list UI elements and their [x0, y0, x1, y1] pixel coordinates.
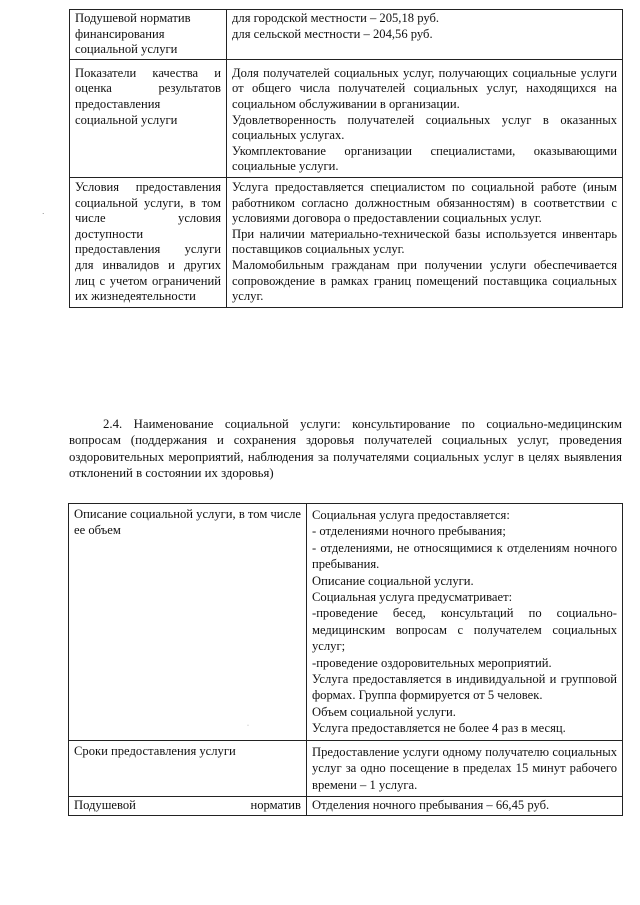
row-label-cell: [70, 10, 227, 60]
table-row: [69, 740, 623, 796]
value-line: Маломобильным гражданам при получении услуги обеспечивается сопровождение в рамках границ помещений поставщика социальных услуг.: [232, 257, 617, 304]
table-row: [69, 796, 623, 815]
value-line: -проведение оздоровительных мероприятий.: [312, 655, 552, 670]
row-value-cell: [307, 504, 623, 741]
table-row: [69, 504, 623, 741]
table-row: [70, 177, 623, 307]
section-heading: [69, 416, 622, 482]
value-line: Социальная услуга предоставляется:: [312, 508, 510, 522]
scan-mark: ·: [42, 210, 45, 218]
value-line: Описание социальной услуги.: [312, 573, 474, 588]
value-line: Объем социальной услуги.: [312, 704, 456, 719]
value-line: Социальная услуга предусматривает:: [312, 590, 513, 605]
value-line: Удовлетворенность получателей социальных услуг в оказанных социальных услугах.: [232, 112, 617, 143]
value-line: Доля получателей социальных услуг, получающих социальные услуги от общего числа получателей социальных услуг, находящихся на социальном обслуживании в организации.: [232, 65, 617, 111]
row-value-cell: [307, 740, 623, 796]
scan-mark: ·: [247, 723, 249, 729]
row-label: Показатели качества и оценка результатов предоставления социальной услуги: [75, 65, 221, 127]
value-line: -проведение бесед, консультаций по социально-медицинским вопросам с получателем социальных услуг;: [312, 606, 617, 654]
value-line: Услуга предоставляется в индивидуальной и групповой формах. Группа формируется от 5 человек.: [312, 672, 617, 703]
row-label-cell: [69, 796, 307, 815]
value-line: для сельской местности – 204,56 руб.: [232, 26, 433, 41]
row-label: Сроки предоставления услуги: [74, 743, 236, 758]
row-label: Подушевой норматив финансирования социальной услуги: [75, 11, 191, 57]
row-value-cell: [227, 177, 623, 307]
row-value-cell: [227, 10, 623, 60]
value-line: Услуга предоставляется не более 4 раз в месяц.: [312, 721, 566, 736]
value-line: При наличии материально-технической базы используется инвентарь поставщиков социальных услуг.: [232, 226, 617, 257]
services-table-bottom: [68, 503, 623, 816]
row-label-cell: [70, 59, 227, 177]
value-line: - отделениями ночного пребывания;: [312, 524, 506, 539]
value-line: Укомплектование организации специалистами, оказывающими социальные услуги.: [232, 143, 617, 174]
table-row: [70, 10, 623, 60]
row-label: Описание социальной услуги, в том числе ее объем: [74, 507, 301, 537]
row-value-cell: [307, 796, 623, 815]
value-line: Услуга предоставляется специалистом по социальной работе (иным работником согласно должностным обязанностям) в соответствии с условиями договора о предоставлении социальных услуг.: [232, 179, 617, 226]
value-line: Предоставление услуги одному получателю социальных услуг за одно посещение в пределах 15 минут рабочего времени – 1 услуга.: [312, 744, 617, 792]
value-line: для городской местности – 205,18 руб.: [232, 11, 440, 25]
value-line: Отделения ночного пребывания – 66,45 руб.: [312, 797, 550, 812]
row-label-cell: [69, 504, 307, 741]
section-text: 2.4. Наименование социальной услуги: консультирование по социально-медицинским вопросам (поддержания и сохранения здоровья получателей социальных услуг, проведения оздоровительных мероприятий, наблюдения за получателями социальных услуг в целях выявления отклонений в состоянии их здоровья): [69, 417, 622, 481]
row-label: Условия предоставления социальной услуги, в том числе условия доступности предоставления услуги для инвалидов и других лиц с учетом ограничений их жизнедеятельности: [75, 179, 221, 304]
value-line: - отделениями, не относящимися к отделениям ночного пребывания.: [312, 540, 617, 572]
row-value-cell: [227, 59, 623, 177]
row-label-cell: [70, 177, 227, 307]
row-label-cell: [69, 740, 307, 796]
services-table-top: [69, 9, 623, 308]
table-row: [70, 59, 623, 177]
row-label: Подушевой норматив: [74, 797, 301, 812]
